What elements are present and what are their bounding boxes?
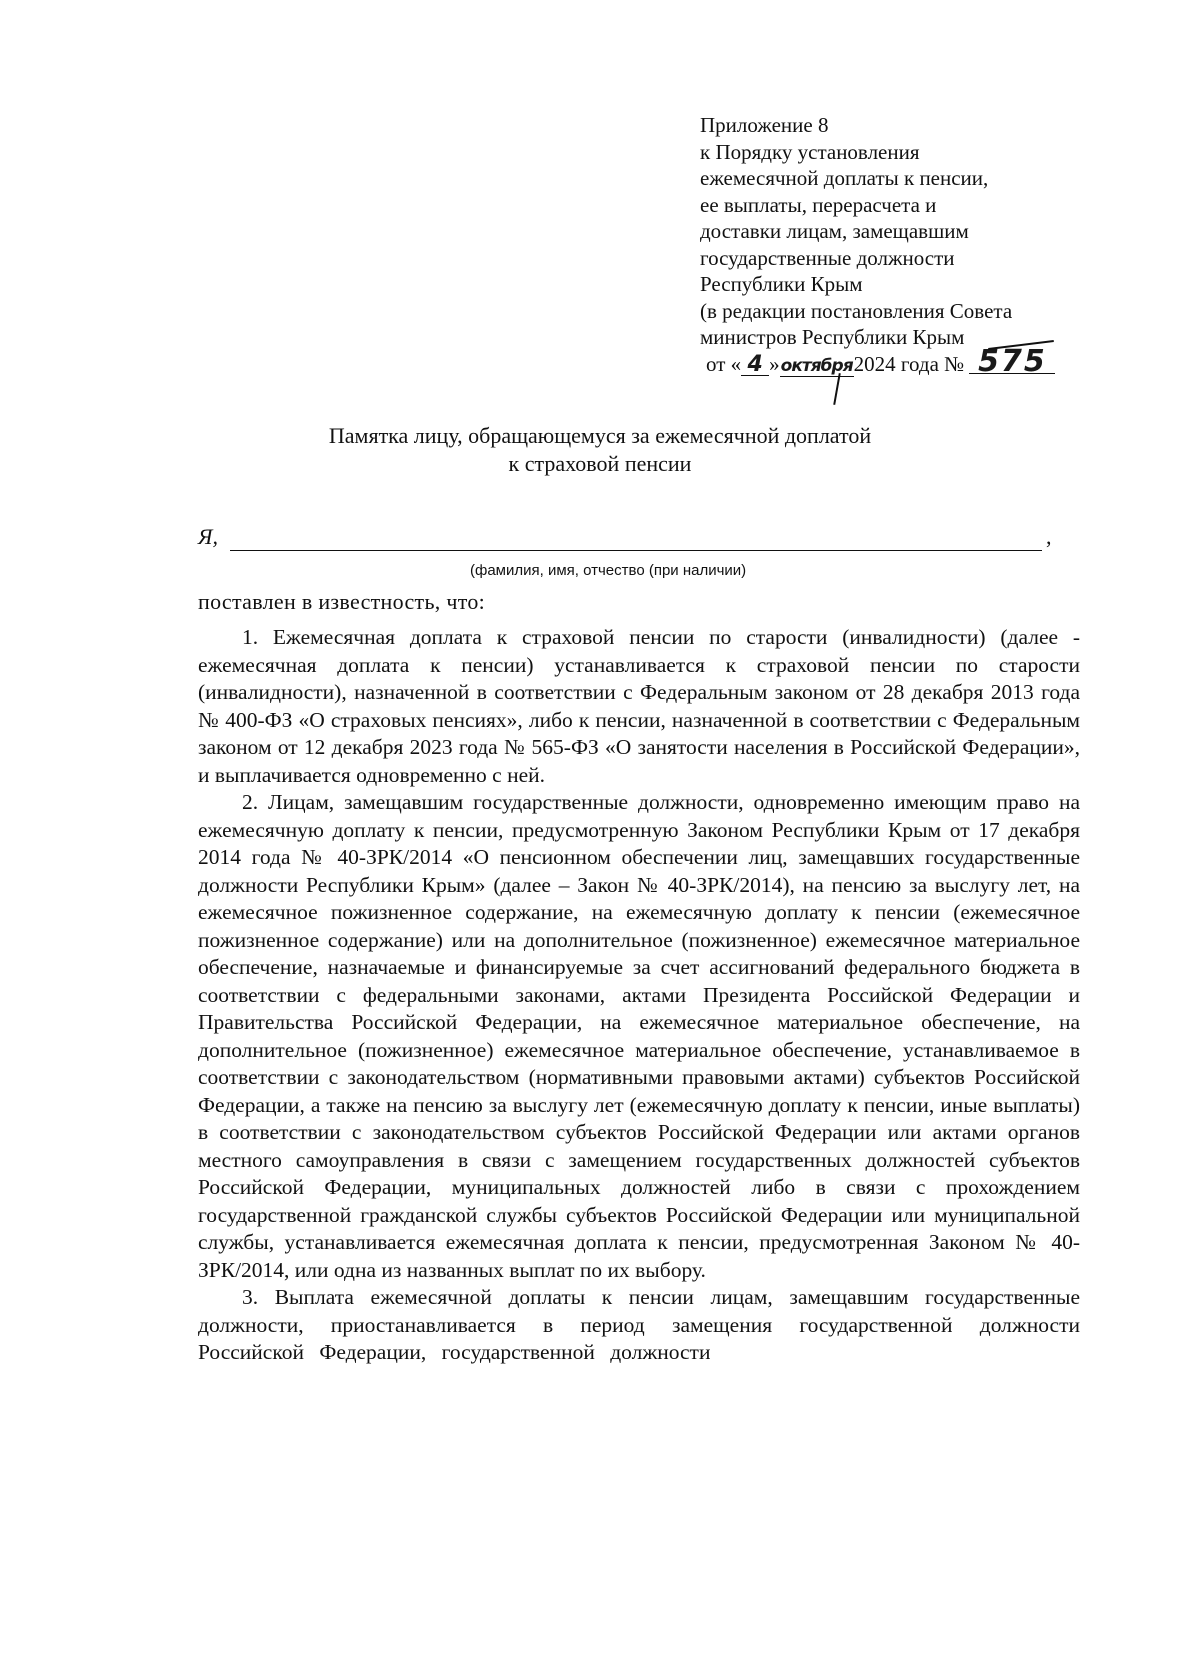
- appendix-line: ежемесячной доплаты к пенсии,: [700, 166, 989, 190]
- resolution-date-line: [700, 343, 1120, 379]
- memo-title-line: Памятка лицу, обращающемуся за ежемесячной доплатой: [328, 423, 872, 448]
- memo-title-line: к страховой пенсии: [508, 451, 692, 476]
- appendix-line: к Порядку установления: [700, 139, 920, 164]
- applicant-name-field: [198, 524, 1078, 554]
- date-year-suffix: года №: [895, 351, 965, 376]
- appendix-line: министров Республики Крым: [700, 325, 965, 349]
- date-mid: »: [769, 351, 780, 376]
- handwritten-resolution-number: 575: [969, 351, 1055, 374]
- name-prefix: Я,: [198, 524, 218, 549]
- appendix-line: Приложение 8: [700, 113, 829, 137]
- date-prefix: от «: [706, 351, 742, 376]
- paragraph-1: 1. Ежемесячная доплата к страховой пенсии по старости (инвалидности) (далее - ежемесячная доплата к пенсии) устанавливается к страховой пенсии по старости (инвалидности), назначенной в соответствии с Федеральным законом от 28 декабря 2013 года № 400-ФЗ «О страховых пенсиях», либо к пенсии, назначенной в соответствии с Федеральным законом от 12 декабря 2023 года № 565-ФЗ «О занятости населения в Российской Федерации», и выплачивается одновременно с ней.: [198, 625, 1080, 787]
- memo-body: [198, 624, 1080, 1367]
- date-year: 2024: [853, 351, 896, 376]
- appendix-line: (в редакции постановления Совета: [700, 298, 1013, 323]
- memo-title: [0, 422, 1200, 478]
- name-field-caption: (фамилия, имя, отчество (при наличии): [470, 562, 747, 579]
- appendix-line: доставки лицам, замещавшим: [700, 219, 969, 243]
- pen-stroke: [833, 373, 841, 405]
- appendix-header: [700, 112, 1120, 377]
- appendix-line: ее выплаты, перерасчета и: [700, 192, 937, 217]
- paragraph-2: 2. Лицам, замещавшим государственные должности, одновременно имеющим право на ежемесячную доплату к пенсии, предусмотренную Законом Республики Крым от 17 декабря 2014 года № 40-ЗРК/2014 «О пенсионном обеспечении лиц, замещавших государственные должности Республики Крым» (далее – Закон № 40-ЗРК/2014), на пенсию за выслугу лет, на ежемесячное пожизненное содержание, на ежемесячную доплату к пенсии (ежемесячное пожизненное содержание) или на дополнительное (пожизненное) ежемесячное материальное обеспечение, назначаемые и финансируемые за счет ассигнований федерального бюджета в соответствии с федеральными законами, актами Президента Российской Федерации и Правительства Российской Федерации, на ежемесячное материальное обеспечение, на дополнительное (пожизненное) ежемесячное материальное обеспечение, устанавливаемое в соответствии с законодательством (нормативными правовыми актами) субъектов Российской Федерации, а также на пенсию за выслугу лет (ежемесячную доплату к пенсии, иные выплаты) в соответствии с законодательством субъектов Российской Федерации или актами органов местного самоуправления в связи с замещением государственных должностей субъектов Российской Федерации, муниципальных должностей либо в связи с прохождением государственной гражданской службы субъектов Российской Федерации или муниципальной службы, устанавливается ежемесячная доплата к пенсии, предусмотренная Законом № 40-ЗРК/2014, или одна из названных выплат по их выбору.: [198, 790, 1080, 1282]
- name-suffix: ,: [1046, 524, 1052, 549]
- appendix-line: государственные должности: [700, 245, 955, 270]
- informed-statement: поставлен в известность, что:: [198, 589, 486, 614]
- name-blank-line[interactable]: [230, 550, 1042, 551]
- handwritten-month: октября: [780, 355, 853, 376]
- appendix-line: Республики Крым: [700, 272, 863, 296]
- paragraph-3: 3. Выплата ежемесячной доплаты к пенсии лицам, замещавшим государственные должности, приостанавливается в период замещения государственной должности Российской Федерации, государственной должности: [198, 1285, 1080, 1364]
- handwritten-day: 4: [741, 355, 769, 376]
